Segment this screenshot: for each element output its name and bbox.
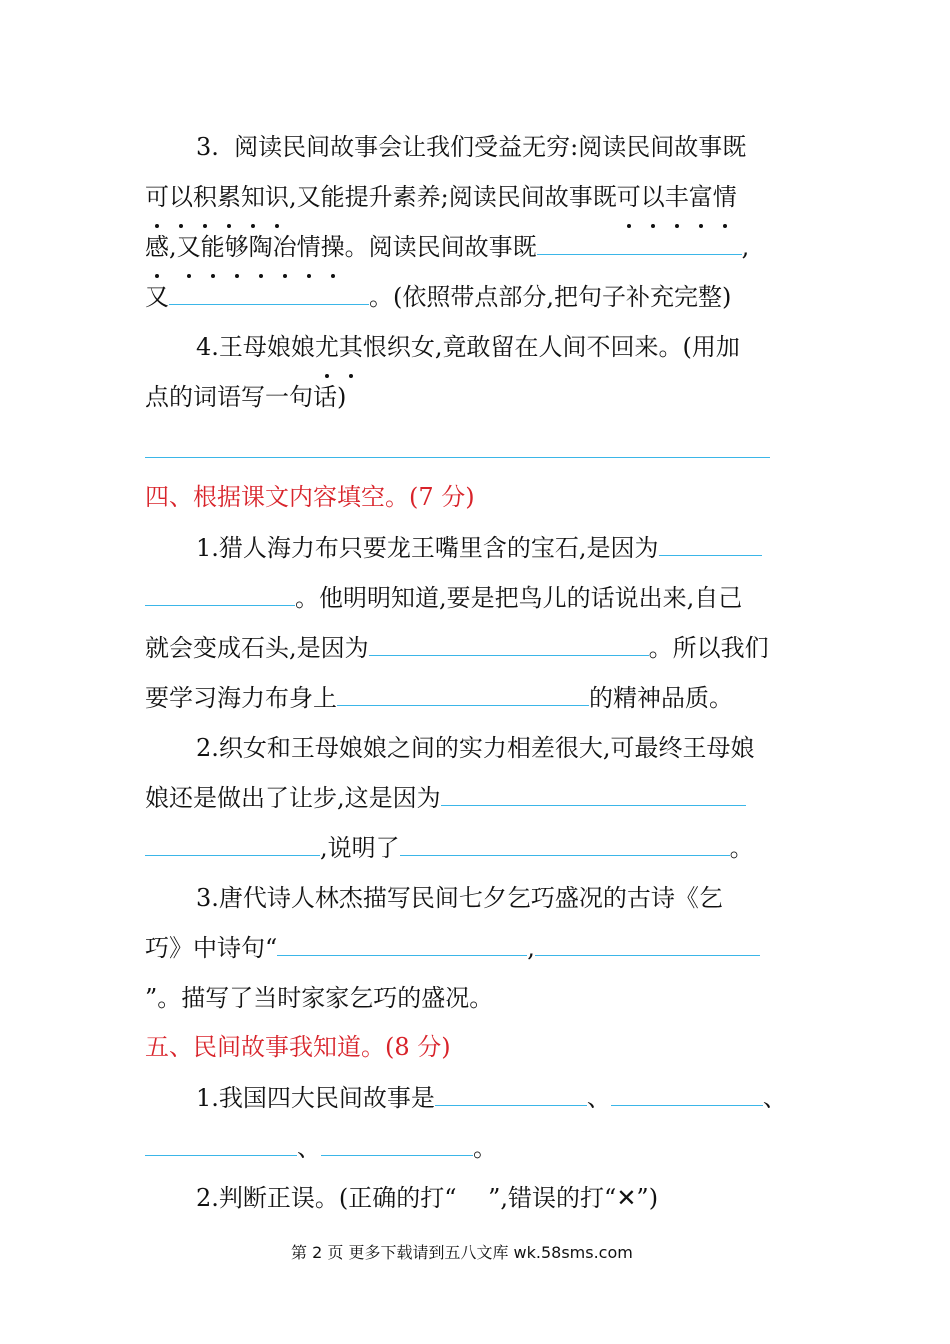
- answer-blank[interactable]: [145, 831, 320, 856]
- emph-char: 其: [339, 330, 363, 364]
- section-5-heading: 五、民间故事我知道。(8 分): [145, 1033, 451, 1061]
- s4-p3-line-3: [145, 981, 493, 1015]
- s4-p1-line-2: [145, 581, 742, 615]
- emph-char: 够: [225, 230, 249, 264]
- s5-p2-line-1: [196, 1181, 658, 1215]
- s4-text: 就会变成石头,是因为: [145, 634, 369, 662]
- punct: 、: [297, 1134, 321, 1162]
- q3-text: 又: [145, 283, 169, 311]
- s5-p1-line-2: [145, 1131, 497, 1165]
- s4-text: ,: [527, 934, 535, 962]
- emph-char: 累: [217, 180, 241, 214]
- s4-p2-line-2: [145, 781, 746, 815]
- answer-blank[interactable]: [321, 1131, 473, 1156]
- emph-char: 丰: [665, 180, 689, 214]
- q3-text: 。(依照带点部分,把句子补充完整): [369, 283, 732, 311]
- s5-text: 2.判断正误。(正确的打“ ”,错误的打“✕”): [196, 1184, 659, 1212]
- s5-text: 1.我国四大民间故事是: [196, 1084, 435, 1112]
- q3-line-2: [145, 180, 737, 214]
- s4-text: 的精神品质。: [589, 684, 733, 712]
- s5-p1-line-1: [196, 1081, 787, 1115]
- s4-text: ,说明了: [320, 834, 400, 862]
- emph-char: 冶: [273, 230, 297, 264]
- emph-char: 尤: [315, 330, 339, 364]
- emph-char: 积: [193, 180, 217, 214]
- q3-line-1: [196, 130, 746, 164]
- q3-text: ,又能提升素养;阅读民间故事既: [289, 183, 617, 211]
- q3-line-4: [145, 280, 731, 314]
- emph-char: 又: [177, 230, 201, 264]
- emph-char: 操: [321, 230, 345, 264]
- punct: 、: [586, 1084, 611, 1112]
- emph-char: ,: [169, 233, 177, 261]
- s4-p1-line-4: [145, 681, 733, 715]
- answer-blank[interactable]: [145, 581, 295, 606]
- emph-char: 富: [689, 180, 713, 214]
- answer-blank[interactable]: [337, 681, 589, 706]
- punct: 、: [762, 1084, 787, 1112]
- s4-p3-line-1: [196, 881, 723, 915]
- q3-line-3: [145, 230, 749, 264]
- section-4-heading: 四、根据课文内容填空。(7 分): [145, 483, 475, 511]
- s4-p1-line-1: [196, 531, 762, 565]
- q4-line-2: [145, 380, 346, 414]
- answer-blank[interactable]: [145, 1131, 297, 1156]
- emph-char: 情: [297, 230, 321, 264]
- emph-char: 以: [169, 180, 193, 214]
- emph-char: 可: [145, 180, 169, 214]
- q4-text: 点的词语写一句话): [145, 383, 347, 411]
- s4-text: 要学习海力布身上: [145, 684, 337, 712]
- answer-blank[interactable]: [277, 931, 527, 956]
- answer-blank[interactable]: [435, 1081, 587, 1106]
- emph-char: 知: [241, 180, 265, 214]
- punct: 。: [473, 1134, 497, 1162]
- s4-text: 3.唐代诗人林杰描写民间七夕乞巧盛况的古诗《乞: [196, 884, 723, 912]
- s4-text: 1.猎人海力布只要龙王嘴里含的宝石,是因为: [196, 534, 659, 562]
- page-footer: 第 2 页 更多下载请到五八文库 wk.58sms.com: [291, 1243, 633, 1262]
- punct: ,: [741, 233, 750, 261]
- emph-char: 情: [713, 180, 737, 214]
- s4-text: 巧》中诗句“: [145, 934, 278, 962]
- answer-blank[interactable]: [611, 1081, 763, 1106]
- s4-p1-line-3: [145, 631, 769, 665]
- emph-char: 感: [145, 230, 169, 264]
- answer-line[interactable]: [145, 457, 770, 458]
- answer-blank[interactable]: [441, 781, 746, 806]
- s4-text: 2.织女和王母娘娘之间的实力相差很大,可最终王母娘: [196, 734, 755, 762]
- emph-char: 以: [641, 180, 665, 214]
- s4-p2-line-3: [145, 831, 754, 865]
- q4-line-1: [196, 330, 740, 364]
- answer-blank[interactable]: [369, 631, 649, 656]
- q3-text: 阅读民间故事会让我们受益无穷:阅读民间故事既: [234, 133, 747, 161]
- q4-text: 4.王母娘娘: [196, 333, 315, 361]
- s4-text: 。他明明知道,要是把鸟儿的话说出来,自己: [295, 584, 743, 612]
- s4-text: 娘还是做出了让步,这是因为: [145, 784, 441, 812]
- emph-char: 识: [265, 180, 289, 214]
- s4-text: ”。描写了当时家家乞巧的盛况。: [145, 984, 494, 1012]
- emph-char: 能: [201, 230, 225, 264]
- s4-text: 。: [729, 834, 754, 862]
- answer-blank[interactable]: [400, 831, 730, 856]
- q3-number: 3.: [196, 133, 219, 161]
- q4-text: 恨织女,竟敢留在人间不回来。(用加: [362, 333, 740, 361]
- answer-blank[interactable]: [537, 230, 742, 255]
- s4-p3-line-2: [145, 931, 760, 965]
- emph-char: 陶: [249, 230, 273, 264]
- s4-text: 。所以我们: [648, 634, 769, 662]
- answer-blank[interactable]: [169, 280, 369, 305]
- emph-char: 可: [617, 180, 641, 214]
- q3-text: 。阅读民间故事既: [344, 233, 537, 261]
- answer-blank[interactable]: [535, 931, 760, 956]
- s4-p2-line-1: [196, 731, 755, 765]
- answer-blank[interactable]: [659, 531, 762, 556]
